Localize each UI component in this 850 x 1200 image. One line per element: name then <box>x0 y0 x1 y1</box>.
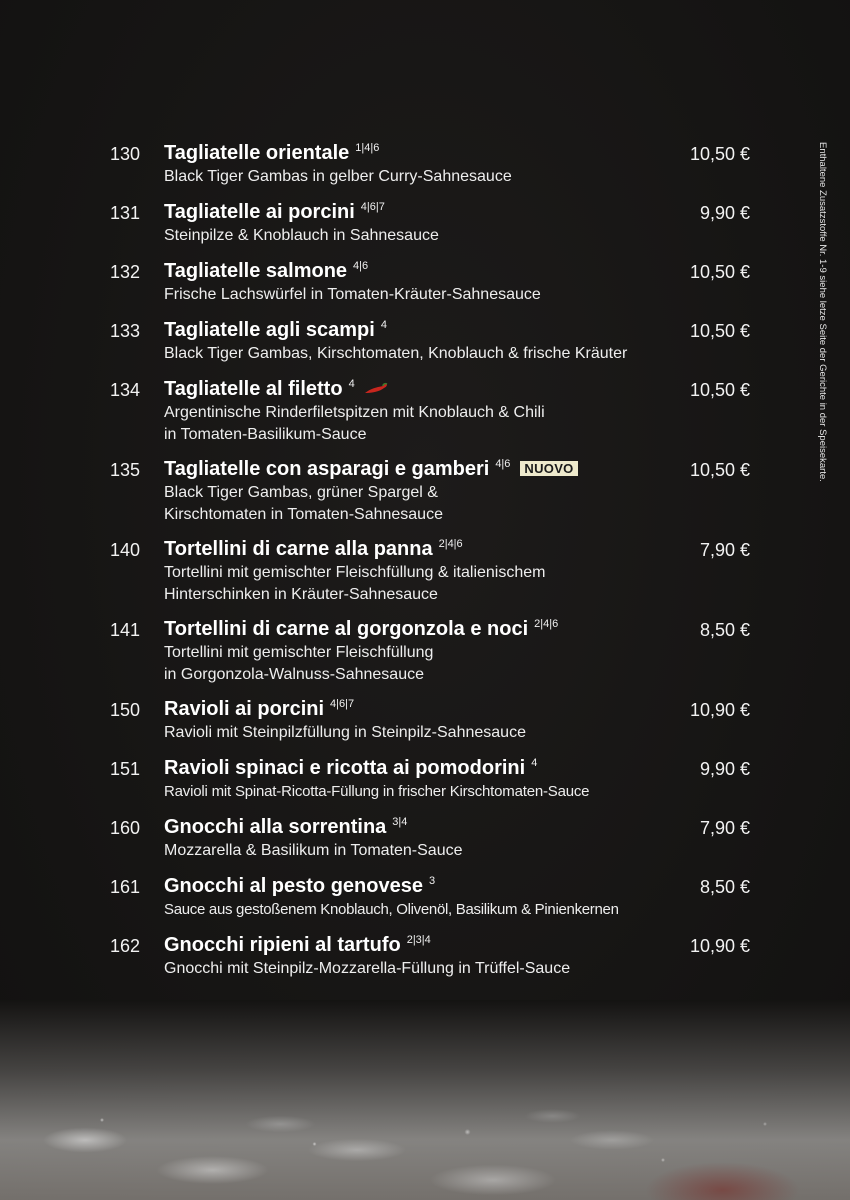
dish-price: 10,90 € <box>689 700 750 720</box>
dish-name: Tagliatelle al filetto <box>164 378 343 400</box>
dish-description: Sauce aus gestoßenem Knoblauch, Olivenöl, Basilikum & Pinienkernen <box>164 901 619 918</box>
item-number: 130 <box>110 144 141 164</box>
chili-pepper-icon <box>363 382 389 396</box>
dish-price: 10,50 € <box>689 380 750 400</box>
dish-description: Gnocchi mit Steinpilz-Mozzarella-Füllung in Trüffel-Sauce <box>164 960 571 977</box>
item-number: 141 <box>110 620 141 640</box>
dish-price: 8,50 € <box>699 620 750 640</box>
dish-price: 10,50 € <box>689 460 750 480</box>
dish-description: Argentinische Rinderfiletspitzen mit Knoblauch & Chili <box>164 404 545 421</box>
menu-item <box>110 199 750 258</box>
pasta-menu-list <box>110 140 750 991</box>
dish-price: 9,90 € <box>699 759 750 779</box>
menu-item <box>110 616 750 696</box>
menu-item <box>110 814 750 873</box>
item-number: 150 <box>110 700 141 720</box>
dish-price: 10,50 € <box>689 262 750 282</box>
dish-description-line2: Kirschtomaten in Tomaten-Sahnesauce <box>164 505 443 523</box>
allergen-codes: 3 <box>428 875 436 887</box>
dish-price: 8,50 € <box>699 877 750 897</box>
dish-description: Ravioli mit Steinpilzfüllung in Steinpilz-Sahnesauce <box>164 724 526 741</box>
allergen-codes: 3|4 <box>392 816 408 828</box>
dish-name: Tortellini di carne al gorgonzola e noci <box>164 618 529 640</box>
item-number: 161 <box>110 877 141 897</box>
item-number: 140 <box>110 540 141 560</box>
dish-description: Ravioli mit Spinat-Ricotta-Füllung in frischer Kirschtomaten-Sauce <box>164 783 590 800</box>
dish-description: Black Tiger Gambas in gelber Curry-Sahnesauce <box>164 168 512 185</box>
menu-item <box>110 376 750 456</box>
dish-name: Tagliatelle con asparagi e gamberi <box>164 458 490 480</box>
allergen-codes: 2|4|6 <box>534 618 559 630</box>
dish-price: 9,90 € <box>699 203 750 223</box>
allergen-codes: 4 <box>531 757 538 769</box>
menu-item <box>110 140 750 199</box>
dish-description: Frische Lachswürfel in Tomaten-Kräuter-Sahnesauce <box>164 286 541 303</box>
dish-price: 10,50 € <box>689 144 750 164</box>
menu-item <box>110 932 750 991</box>
item-number: 160 <box>110 818 141 838</box>
dish-name: Gnocchi al pesto genovese <box>164 875 423 897</box>
menu-item <box>110 696 750 755</box>
dish-name: Tagliatelle ai porcini <box>164 201 355 223</box>
dish-name: Ravioli ai porcini <box>164 698 325 720</box>
dish-name: Gnocchi alla sorrentina <box>164 816 387 838</box>
menu-item <box>110 755 750 814</box>
dish-description: Tortellini mit gemischter Fleischfüllung & italienischem <box>164 564 546 581</box>
item-number: 132 <box>110 262 141 282</box>
item-number: 135 <box>110 460 141 480</box>
dish-price: 7,90 € <box>699 540 750 560</box>
dish-price: 7,90 € <box>699 818 750 838</box>
item-number: 162 <box>110 936 141 956</box>
dish-description-line2: in Tomaten-Basilikum-Sauce <box>164 425 367 443</box>
allergen-codes: 1|4|6 <box>355 142 380 154</box>
allergen-codes: 4 <box>348 378 355 390</box>
dish-name: Ravioli spinaci e ricotta ai pomodorini <box>164 757 526 779</box>
item-number: 151 <box>110 759 141 779</box>
dish-price: 10,50 € <box>689 321 750 341</box>
dish-description: Black Tiger Gambas, grüner Spargel & <box>164 484 438 501</box>
allergen-codes: 2|4|6 <box>438 538 463 550</box>
allergen-codes: 4 <box>380 319 387 331</box>
allergen-codes: 4|6|7 <box>360 201 385 213</box>
allergen-codes: 4|6 <box>353 260 369 272</box>
menu-item <box>110 873 750 932</box>
dish-name: Tagliatelle salmone <box>164 260 348 282</box>
dish-name: Tagliatelle orientale <box>164 142 350 164</box>
dish-name: Gnocchi ripieni al tartufo <box>164 934 401 956</box>
dish-description: Black Tiger Gambas, Kirschtomaten, Knoblauch & frische Kräuter <box>164 345 628 362</box>
menu-item <box>110 536 750 616</box>
item-number: 134 <box>110 380 141 400</box>
flour-background <box>0 1000 850 1200</box>
dish-name: Tortellini di carne alla panna <box>164 538 433 560</box>
dish-description: Tortellini mit gemischter Fleischfüllung <box>164 644 434 661</box>
menu-item <box>110 456 750 536</box>
additives-side-note <box>812 142 832 524</box>
allergen-codes: 2|3|4 <box>406 934 431 946</box>
menu-item <box>110 317 750 376</box>
dish-description-line2: Hinterschinken in Kräuter-Sahnesauce <box>164 585 438 603</box>
allergen-codes: 4|6|7 <box>330 698 355 710</box>
dish-name: Tagliatelle agli scampi <box>164 319 375 341</box>
item-number: 131 <box>110 203 141 223</box>
allergen-codes: 4|6 <box>495 458 511 470</box>
new-badge: NUOVO <box>520 461 577 476</box>
dish-description-line2: in Gorgonzola-Walnuss-Sahnesauce <box>164 665 424 683</box>
side-note-text: Enthaltene Zusatzstoffe Nr. 1-9 siehe letze Seite der Gerichte in der Speisekarte. <box>817 142 828 482</box>
item-number: 133 <box>110 321 141 341</box>
menu-item <box>110 258 750 317</box>
dish-description: Steinpilze & Knoblauch in Sahnesauce <box>164 227 439 244</box>
dish-description: Mozzarella & Basilikum in Tomaten-Sauce <box>164 842 463 859</box>
dish-price: 10,90 € <box>689 936 750 956</box>
